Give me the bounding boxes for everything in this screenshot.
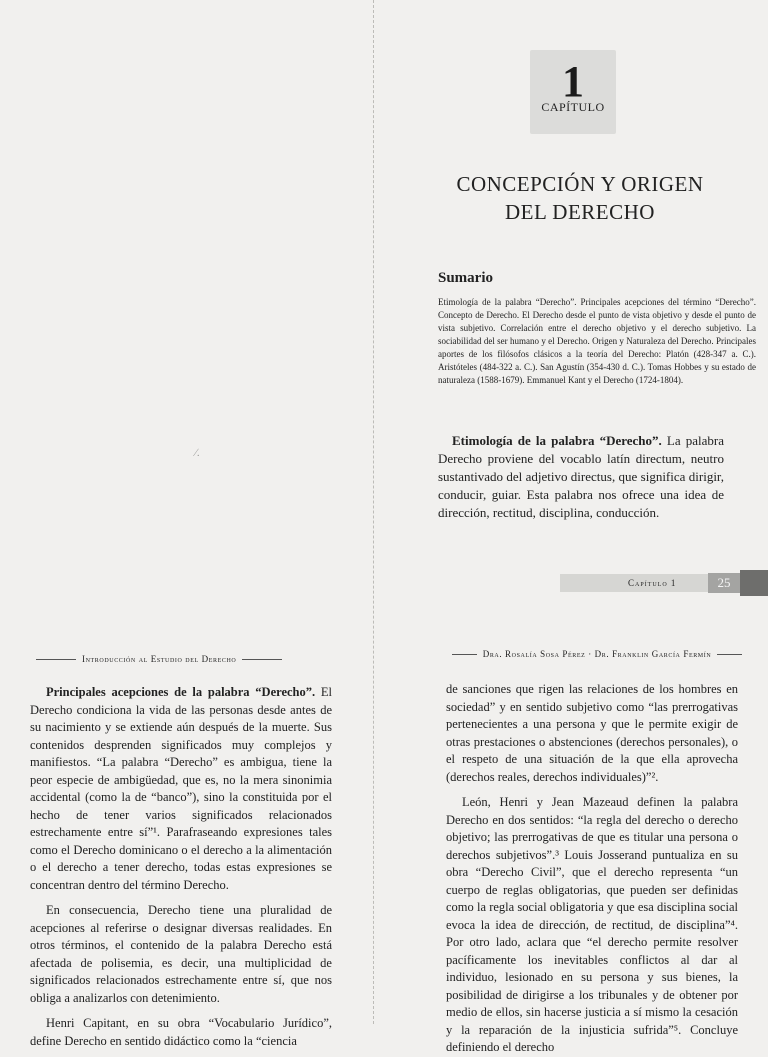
left-paragraph-3: Henri Capitant, en su obra “Vocabulario Jurídico”, define Derecho en sentido didáctico como la “ciencia [30,1016,332,1048]
chapter-title-line2: DEL DERECHO [505,200,655,224]
left-paragraph-2: En consecuencia, Derecho tiene una pluralidad de acepciones al referirse o designar diversas realidades. En otros términos, el contenido de la palabra Derecho está afectada de polisemia, es decir, una multiplicidad de significados relacionados estrechamente entre sí, que nos obliga a analizarlos con detenimiento. [30,903,332,1005]
sumario-heading: Sumario [438,270,494,286]
chapter-title-line1: CONCEPCIÓN Y ORIGEN [456,172,704,196]
left-p1-heading: Principales acepciones de la palabra “Derecho”. [46,685,316,699]
rule-right-a [452,654,477,655]
rule-right-b [717,654,742,655]
right-column [446,681,738,1054]
sumario-text: Etimología de la palabra “Derecho”. Principales acepciones del término “Derecho”. Concepto de Derecho. El Derecho desde el punto de vista objetivo y desde el punto de vista subjetivo. Correlación entre el derecho objetivo y el derecho subjetivo. La sociabilidad del ser humano y el Derecho. Origen y Naturaleza del Derecho. Principales aportes de los filósofos clásicos a la teoría del Derecho: Platón (428-347 a. C.). Aristóteles (484-322 a. C.). San Agustín (354-430 d. C.). Tomas Hobbes y su estado de naturaleza (1588-1679). Emmanuel Kant y el Derecho (1724-1804). [438,297,756,385]
right-paragraph-1: de sanciones que rigen las relaciones de los hombres en sociedad” y en sentido subjetivo como “las prerrogativas pertenecientes a una persona y que le permite exigir de otras prestaciones o abstenciones (derechos personales), o el respeto de una situación de la que ella aprovecha (derechos reales, derechos individuales)”². [446,682,738,784]
page-number: 25 [708,573,740,593]
etimologia-paragraph [438,432,724,522]
chapter-title [420,170,740,226]
etimologia-heading: Etimología de la palabra “Derecho”. [452,433,662,448]
footer-chapter-label: Capítulo 1 [628,578,677,588]
running-head-right-text: Dra. Rosalía Sosa Pérez · Dr. Franklin García Fermín [482,649,712,659]
right-paragraph-2: León, Henri y Jean Mazeaud definen la palabra Derecho en dos sentidos: “la regla del derecho o derecho objetivo; las prerrogativas de que es titular una persona o derechos subjetivos”.³ Louis Josserand puntualiza en su obra “Derecho Civil”, que el derecho representa “un cuerpo de reglas obligatorias, que pueden ser definidas como la regla social obligatoria y que esa disciplina social evoca la idea de dirección, de rectitud, de disciplina”⁴. Por otro lado, aclara que “el derecho permite resolver pacíficamente los inevitables conflictos al dar al individuo, lesionado en su persona y sus bienes, la posibilidad de dirigirse a los tribunales y de obtener por medio de ellos, sin hacerse justicia a sí mismo la cesación y la reparación de la injusticia sufrida”⁵. Concluye definiendo el derecho [446,795,738,1054]
chapter-label: CAPÍTULO [541,100,605,114]
footer-edge [740,570,768,596]
running-head-right [452,649,742,659]
chapter-number: 1 [562,57,584,106]
rule-left-b [242,659,282,660]
running-head-left-text: Introducción al Estudio del Derecho [82,654,237,664]
rule-left-a [36,659,76,660]
left-p1-text: El Derecho condiciona la vida de las personas desde antes de su nacimiento y se extiende aún después de la muerte. Sus contenidos desprenden significados muy complejos y manifiestos. “La palabra “Derecho” es ambigua, tiene la peor especie de ambigüedad, que es, no la mera sinonimia accidental (como la de “banco”), sino la constituida por el hecho de tener varios significados relacionados estrechamente entre sí”¹. Parafraseando expresiones tales como el Derecho dominicano o el derecho a la alimentación o el derecho a tener derecho, todas estas expresiones se concentran dentro del término Derecho. [30,685,333,892]
stray-mark: ∕. [195,447,200,459]
page-fold [373,0,374,1024]
running-head-left [36,654,340,664]
left-paragraph-1 [30,684,332,894]
left-column [30,684,333,1048]
etimologia-text: La palabra Derecho proviene del vocablo latín directum, neutro sustantivado del adjetivo directus, que significa dirigir, conducir, guiar. Esta palabra nos ofrece una idea de dirección, rectitud, disciplina, conducción. [438,433,724,520]
